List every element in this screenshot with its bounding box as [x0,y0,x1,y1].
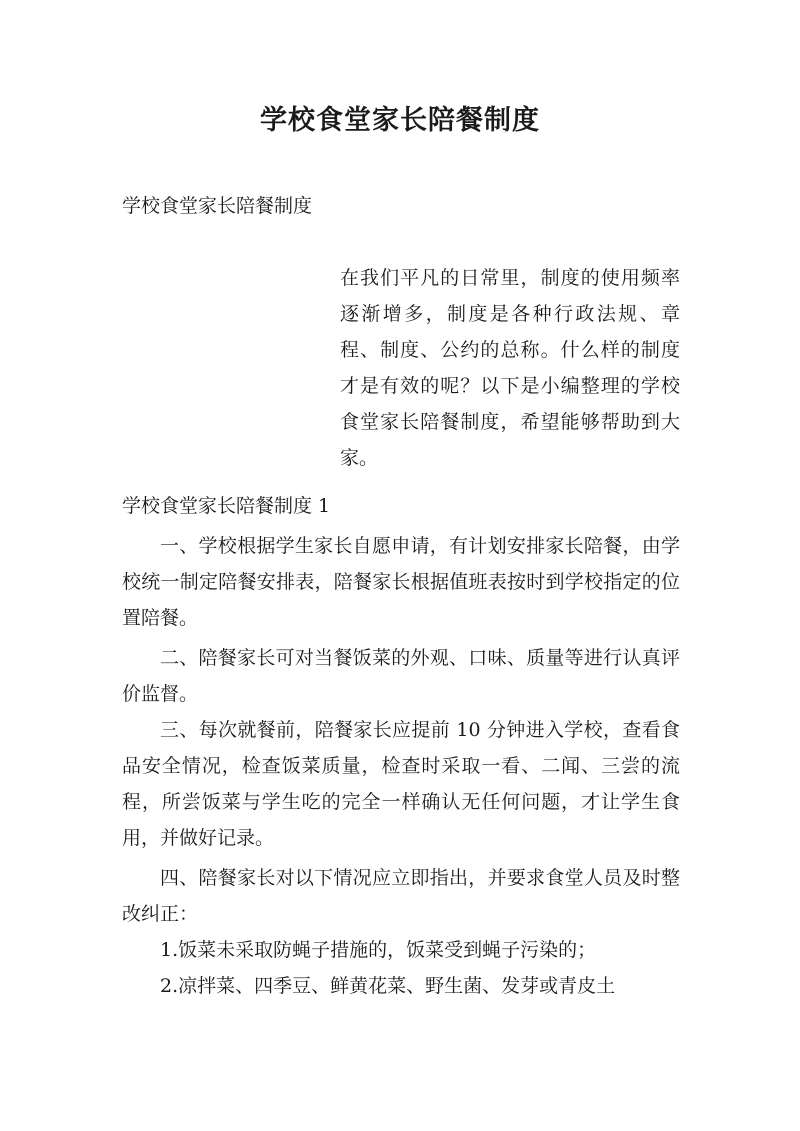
list-item: 1.饭菜未采取防蝇子措施的，饭菜受到蝇子污染的； [160,939,597,961]
paragraph-2: 二、陪餐家长可对当餐饭菜的外观、口味、质量等进行认真评价监督。 [122,647,680,705]
paragraph-1: 一、学校根据学生家长自愿申请，有计划安排家长陪餐，由学校统一制定陪餐安排表，陪餐家长根据值班表按时到学校指定的位置陪餐。 [122,535,680,629]
document-title: 学校食堂家长陪餐制度 [260,105,540,136]
paragraph-3: 三、每次就餐前，陪餐家长应提前 10 分钟进入学校，查看食品安全情况，检查饭菜质量，检查时采取一看、二闻、三尝的流程，所尝饭菜与学生吃的完全一样确认无任何问题，才让学生食用，并做好记录。 [122,719,680,849]
paragraph-4: 四、陪餐家长对以下情况应立即指出，并要求食堂人员及时整改纠正： [122,867,680,925]
intro-paragraph [122,260,680,476]
document-subtitle: 学校食堂家长陪餐制度 [122,195,313,217]
list-item: 2.凉拌菜、四季豆、鲜黄花菜、野生菌、发芽或青皮土 [160,975,616,997]
section-title: 学校食堂家长陪餐制度 1 [122,495,331,517]
intro-text: 在我们平凡的日常里，制度的使用频率逐渐增多，制度是各种行政法规、章程、制度、公约的总称。什么样的制度才是有效的呢？以下是小编整理的学校食堂家长陪餐制度，希望能够帮助到大家。 [340,267,680,469]
